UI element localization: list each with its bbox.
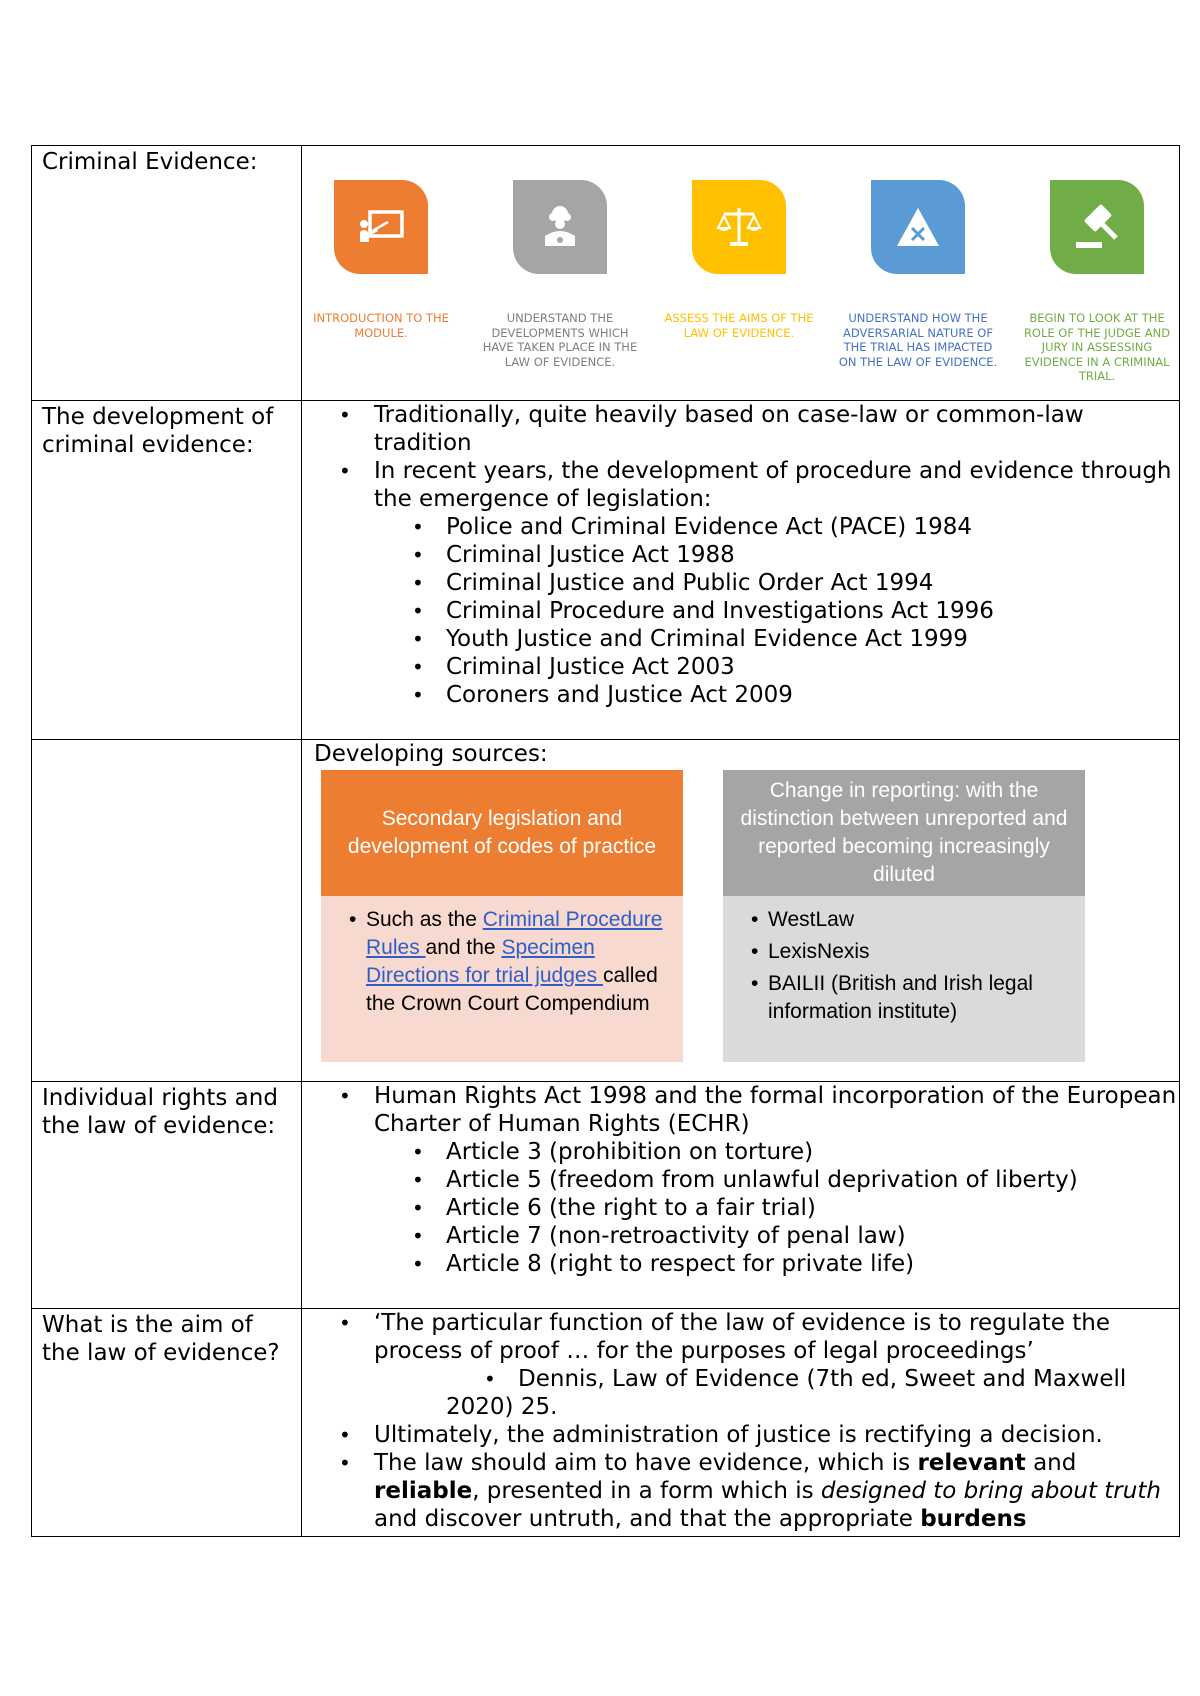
row-label: Criminal Evidence:	[32, 146, 302, 401]
development-cell	[302, 401, 1180, 740]
outcome-caption-5: BEGIN TO LOOK AT THE ROLE OF THE JUDGE AND JURY IN ASSESSING EVIDENCE IN A CRIMINAL TRIAL.	[1023, 311, 1171, 383]
list-text: , presented in a form which is	[472, 1478, 821, 1504]
list-item: • Dennis, Law of Evidence (7th ed, Sweet and Maxwell 2020) 25.	[446, 1365, 1179, 1421]
outcome-card-3	[692, 180, 786, 274]
bullet-list	[302, 1082, 1179, 1278]
outcome-card-5	[1050, 180, 1144, 274]
row-label: The development of criminal evidence:	[32, 401, 302, 740]
outcome-caption-1: INTRODUCTION TO THE MODULE.	[313, 311, 449, 340]
specimen-directions-link[interactable]: Specimen Directions for trial judges	[366, 936, 603, 987]
row-label: What is the aim of the law of evidence?	[32, 1309, 302, 1537]
list-item-text: ‘The particular function of the law of evidence is to regulate the process of proof … for the purposes of legal proceedings’	[374, 1310, 1110, 1364]
citation-list	[374, 1365, 1179, 1421]
section-heading: Developing sources:	[314, 741, 548, 767]
articles-list	[374, 1138, 1179, 1278]
list-item: • LexisNexis	[753, 938, 1071, 966]
presentation-board-icon	[356, 202, 406, 252]
list-item: • Traditionally, quite heavily based on case-law or common-law tradition	[332, 401, 1179, 457]
table-row	[32, 740, 1180, 1082]
box-title: Change in reporting: with the distinction between unreported and reported becoming increasingly diluted	[723, 770, 1085, 896]
list-text: called the Crown Court Compendium	[366, 964, 658, 1015]
list-text: and the	[425, 936, 502, 959]
list-item-text: In recent years, the development of procedure and evidence through the emergence of legislation:	[374, 458, 1172, 512]
judge-icon	[535, 202, 585, 252]
individual-rights-cell	[302, 1082, 1180, 1309]
secondary-legislation-box	[321, 770, 683, 1062]
list-item: • Criminal Justice Act 2003	[446, 653, 1179, 681]
legislation-list	[374, 513, 1179, 709]
triangle-warning-icon	[893, 202, 943, 252]
developing-sources-cell	[302, 740, 1180, 1082]
list-item: • Coroners and Justice Act 2009	[446, 681, 1179, 709]
emphasis-truth: designed to bring about truth	[820, 1478, 1161, 1504]
list-item	[332, 1309, 1179, 1421]
outcome-card-4	[871, 180, 965, 274]
list-item: • Criminal Justice and Public Order Act 1994	[446, 569, 1179, 597]
row-label: Individual rights and the law of evidence:	[32, 1082, 302, 1309]
gavel-icon	[1072, 202, 1122, 252]
list-item: • Youth Justice and Criminal Evidence Act 1999	[446, 625, 1179, 653]
list-item: • Article 7 (non-retroactivity of penal law)	[446, 1222, 1179, 1250]
emphasis-relevant: relevant	[917, 1450, 1026, 1476]
list-text: and	[1025, 1450, 1077, 1476]
list-item	[332, 1082, 1179, 1278]
scales-of-justice-icon	[714, 202, 764, 252]
list-item: • Article 5 (freedom from unlawful deprivation of liberty)	[446, 1166, 1179, 1194]
list-item: • BAILII (British and Irish legal information institute)	[753, 970, 1071, 1026]
box-body	[723, 896, 1085, 1062]
table-row	[32, 401, 1180, 740]
box-body	[321, 896, 683, 1062]
table-row	[32, 1082, 1180, 1309]
table-row	[32, 146, 1180, 401]
criminal-procedure-rules-link[interactable]: Criminal Procedure Rules	[366, 908, 663, 959]
bullet-list	[302, 401, 1179, 709]
bullet-list	[302, 1309, 1179, 1533]
outcome-caption-2: UNDERSTAND THE DEVELOPMENTS WHICH HAVE TAKEN PLACE IN THE LAW OF EVIDENCE.	[482, 311, 638, 369]
list-item: • WestLaw	[753, 906, 1071, 934]
list-item-text: Human Rights Act 1998 and the formal incorporation of the European Charter of Human Rights (ECHR)	[374, 1083, 1177, 1137]
outcome-caption-3: ASSESS THE AIMS OF THE LAW OF EVIDENCE.	[664, 311, 814, 340]
list-item: • Article 3 (prohibition on torture)	[446, 1138, 1179, 1166]
outcome-caption-4: UNDERSTAND HOW THE ADVERSARIAL NATURE OF THE TRIAL HAS IMPACTED ON THE LAW OF EVIDENCE.	[838, 311, 998, 369]
table-row	[32, 1309, 1180, 1537]
list-item: • Ultimately, the administration of justice is rectifying a decision.	[332, 1421, 1179, 1449]
learning-outcomes-graphic	[302, 146, 1179, 398]
outcome-card-1	[334, 180, 428, 274]
list-text: and discover untruth, and that the appropriate	[374, 1506, 921, 1532]
list-item	[332, 1449, 1179, 1533]
learning-outcomes-cell	[302, 146, 1180, 401]
emphasis-burdens: burdens	[920, 1506, 1027, 1532]
list-item: • Article 8 (right to respect for private life)	[446, 1250, 1179, 1278]
list-item: • Article 6 (the right to a fair trial)	[446, 1194, 1179, 1222]
emphasis-reliable: reliable	[374, 1478, 473, 1504]
list-text: The law should aim to have evidence, which is	[374, 1450, 918, 1476]
list-text: Such as the	[366, 908, 483, 931]
list-item	[332, 457, 1179, 709]
list-item: • Criminal Justice Act 1988	[446, 541, 1179, 569]
box-title: Secondary legislation and development of codes of practice	[321, 770, 683, 896]
notes-table	[31, 145, 1180, 1537]
row-label	[32, 740, 302, 1082]
aim-of-evidence-cell	[302, 1309, 1180, 1537]
reporting-change-box	[723, 770, 1085, 1062]
list-item: • Criminal Procedure and Investigations Act 1996	[446, 597, 1179, 625]
outcome-card-2	[513, 180, 607, 274]
list-item	[351, 906, 669, 1018]
list-item: • Police and Criminal Evidence Act (PACE) 1984	[446, 513, 1179, 541]
